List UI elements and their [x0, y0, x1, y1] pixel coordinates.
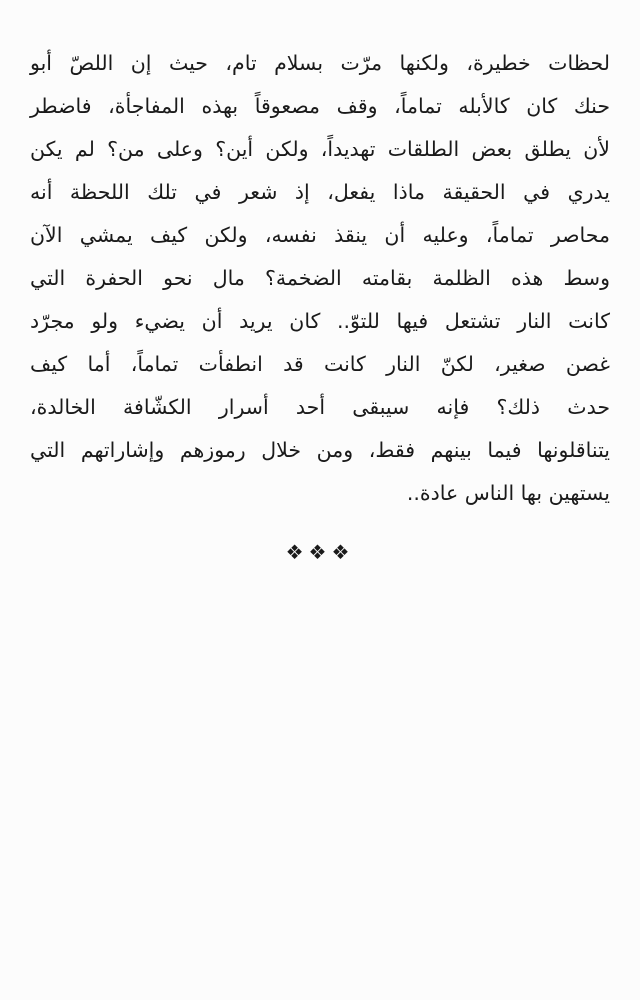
text-line: حدث ذلك؟ فإنه سيبقى أحد أسرار الكشّافة الخالدة، — [30, 395, 610, 419]
text-line: غصن صغير، لكنّ النار كانت قد انطفأت تماماً، أما كيف — [30, 352, 610, 376]
section-separator-ornament: ❖❖❖ — [285, 540, 355, 564]
text-line: كانت النار تشتعل فيها للتوّ.. كان يريد أن يضيء ولو مجرّد — [30, 309, 610, 333]
text-line: يتناقلونها فيما بينهم فقط، ومن خلال رموزهم وإشاراتهم التي — [30, 438, 610, 462]
text-line: لأن يطلق بعض الطلقات تهديداً، ولكن أين؟ وعلى من؟ لم يكن — [30, 137, 610, 161]
text-line-last: يستهين بها الناس عادة.. — [406, 481, 610, 505]
text-line: وسط هذه الظلمة بقامته الضخمة؟ مال نحو الحفرة التي — [30, 266, 610, 290]
body-paragraph — [30, 42, 610, 515]
text-line: محاصر تماماً، وعليه أن ينقذ نفسه، ولكن كيف يمشي الآن — [30, 223, 610, 247]
text-line: لحظات خطيرة، ولكنها مرّت بسلام تام، حيث إن اللصّ أبو — [30, 51, 610, 75]
text-line: حنك كان كالأبله تماماً، وقف مصعوقاً بهذه المفاجأة، فاضطر — [30, 94, 610, 118]
text-line: يدري في الحقيقة ماذا يفعل، إذ شعر في تلك اللحظة أنه — [30, 180, 610, 204]
